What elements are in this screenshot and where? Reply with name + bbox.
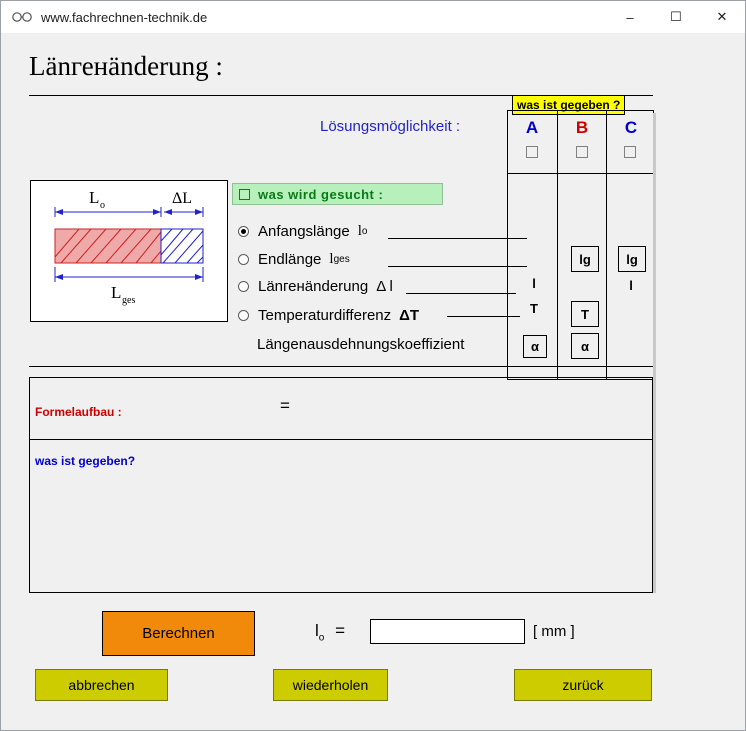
glasses-icon <box>9 8 35 26</box>
column-header-b: B <box>575 118 589 137</box>
cancel-button[interactable]: abbrechen <box>35 669 168 701</box>
svg-text:L: L <box>111 283 122 302</box>
option-symbol-laengenaenderung: Δ l <box>376 278 393 295</box>
column-checkbox-b[interactable] <box>576 146 588 158</box>
radio-endlaenge[interactable] <box>238 254 249 265</box>
radio-laengenaenderung[interactable] <box>238 281 249 292</box>
maximize-button[interactable]: ☐ <box>670 9 682 24</box>
option-cell-temperaturdifferenz: T <box>523 298 545 319</box>
abc-header-divider <box>507 173 654 174</box>
option-anfangslaenge[interactable] <box>238 223 367 240</box>
option-laengenaenderung[interactable] <box>238 278 393 295</box>
option-symbol-endlaenge: l <box>329 251 334 267</box>
column-checkbox-c[interactable] <box>624 146 636 158</box>
formula-label: Formelaufbau : <box>35 405 122 419</box>
option-temperaturdifferenz[interactable] <box>238 307 419 324</box>
result-symbol-sub: o <box>318 632 325 644</box>
window-title: www.fachrechnen-technik.de <box>41 9 208 25</box>
back-button[interactable]: zurück <box>514 669 652 701</box>
client-area <box>2 33 745 730</box>
length-change-diagram <box>30 180 228 322</box>
option-line-3 <box>406 293 516 294</box>
option-laengenausdehnungskoeffizient <box>257 336 464 353</box>
option-label-laengenaenderung: Länгенänderung <box>258 278 369 295</box>
option-symbol-sub-anfangslaenge: o <box>361 226 368 237</box>
option-line-4 <box>447 316 520 317</box>
abc-divider-1 <box>557 110 558 380</box>
svg-text:L: L <box>89 188 100 207</box>
option-label-temperaturdifferenz: Temperaturdifferenz <box>258 307 392 324</box>
option-symbol-anfangslaenge: l <box>357 223 362 239</box>
radio-temperaturdifferenz[interactable] <box>238 310 249 321</box>
divider-options <box>29 366 653 367</box>
column-header-c: C <box>624 118 638 137</box>
searched-checkbox[interactable] <box>239 189 250 200</box>
searched-label: was wird gesucht : <box>258 186 384 202</box>
formula-equals: = <box>280 396 290 415</box>
option-endlaenge[interactable] <box>238 251 350 268</box>
window-controls <box>607 1 745 33</box>
option-line-2 <box>388 266 527 267</box>
result-equals: = <box>335 621 346 640</box>
panel-shadow <box>653 113 656 593</box>
page-title: Länгенänderung : <box>29 51 223 81</box>
svg-text:ges: ges <box>122 295 136 306</box>
given-badge: was ist gegeben ? <box>512 95 625 115</box>
option-line-1 <box>388 238 527 239</box>
searched-quantity-bar <box>232 183 443 205</box>
result-symbol <box>315 621 345 643</box>
column-header-a: A <box>525 118 539 137</box>
divider-bottom <box>29 592 653 593</box>
option-cell-laengenaenderung: l <box>523 273 545 294</box>
result-input[interactable] <box>370 619 525 644</box>
formula-panel <box>29 378 653 593</box>
option-label-endlaenge: Endlänge <box>258 251 322 268</box>
option-label-laengenausdehnungskoeffizient: Längenausdehnungskoeffizient <box>257 336 465 353</box>
option-cell-alpha: α <box>523 335 547 358</box>
cell-b-alpha: α <box>571 333 599 359</box>
option-symbol-temperaturdifferenz: ΔT <box>399 307 420 324</box>
option-label-anfangslaenge: Anfangslänge <box>258 223 350 240</box>
minimize-button[interactable]: – <box>626 9 634 25</box>
svg-text:o: o <box>100 200 105 211</box>
repeat-button[interactable]: wiederholen <box>273 669 388 701</box>
close-button[interactable]: ✕ <box>716 9 728 24</box>
divider-formula-bottom <box>29 439 653 440</box>
given-question-label: was ist gegeben? <box>35 454 136 468</box>
cell-b-lg: lg <box>571 246 599 272</box>
cell-c-lg: lg <box>618 246 646 272</box>
radio-anfangslaenge[interactable] <box>238 226 249 237</box>
result-symbol-text: l <box>315 621 319 640</box>
solution-label: Lösungsmöglichkeit : <box>320 118 461 135</box>
column-checkbox-a[interactable] <box>526 146 538 158</box>
cell-b-t: T <box>571 301 599 327</box>
abc-divider-2 <box>606 110 607 380</box>
cell-c-l: l <box>618 273 644 297</box>
result-unit: [ mm ] <box>533 623 575 640</box>
svg-text:ΔL: ΔL <box>172 190 193 207</box>
option-symbol-sub-endlaenge: ges <box>333 254 350 265</box>
title-bar <box>1 1 745 34</box>
calculate-button[interactable]: Berechnen <box>102 611 255 656</box>
divider-formula-top <box>29 377 653 378</box>
